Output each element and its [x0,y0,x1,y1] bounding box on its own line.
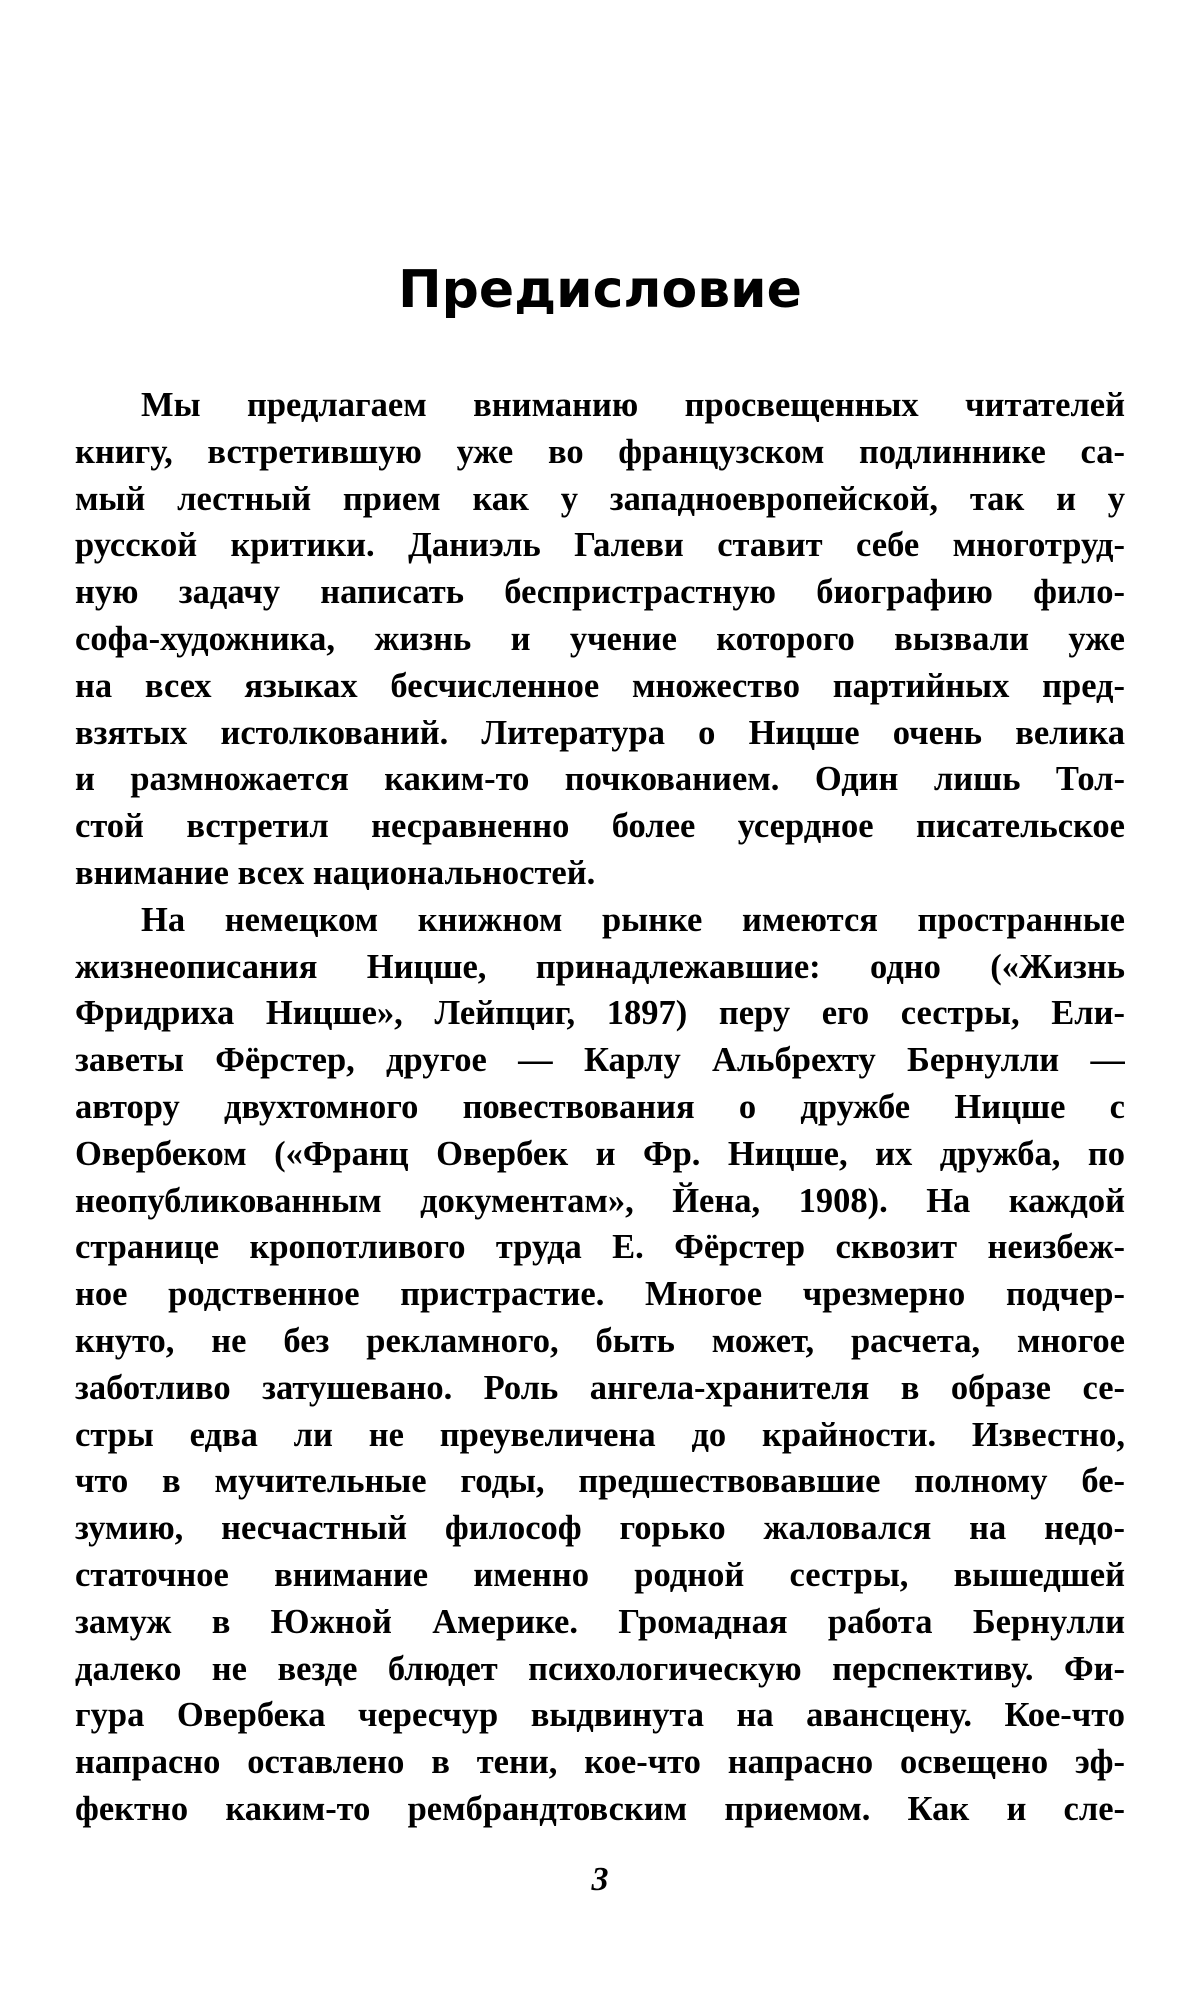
text-line: мый лестный прием как у западноевропейской, так и у [75,479,1125,518]
text-line: русской критики. Даниэль Галеви ставит себе многотруд- [75,526,1125,565]
text-line: автору двухтомного повествования о дружбе Ницше с [75,1087,1125,1126]
text-line: странице кропотливого труда Е. Фёрстер сквозит неизбеж- [75,1228,1125,1267]
text-line: заветы Фёрстер, другое — Карлу Альбрехту Бернулли — [75,1041,1125,1080]
text-line: кнуто, не без рекламного, быть может, расчета, многое [75,1321,1125,1360]
text-line: на всех языках бесчисленное множество партийных пред- [75,666,1125,705]
text-line: гура Овербека чересчур выдвинута на авансцену. Кое-что [75,1696,1125,1735]
text-line: стры едва ли не преувеличена до крайности. Известно, [75,1415,1125,1454]
text-line: напрасно оставлено в тени, кое-что напрасно освещено эф- [75,1743,1125,1782]
text-line: фектно каким-то рембрандтовским приемом. Как и сле- [75,1789,1125,1828]
text-line: и размножается каким-то почкованием. Один лишь Тол- [75,760,1125,799]
text-line: Мы предлагаем вниманию просвещенных читателей [141,386,1125,424]
text-line: замуж в Южной Америке. Громадная работа Бернулли [75,1602,1125,1641]
text-line: жизнеописания Ницше, принадлежавшие: одно («Жизнь [75,947,1125,986]
paragraph-1 [75,382,1125,897]
paragraph-2 [75,897,1125,1833]
text-line: Фридриха Ницше», Лейпциг, 1897) перу его сестры, Ели- [75,994,1125,1033]
text-line: внимание всех национальностей. [75,853,596,892]
text-line: ную задачу написать беспристрастную биографию фило- [75,573,1125,612]
text-line: заботливо затушевано. Роль ангела-хранителя в образе се- [75,1368,1125,1407]
text-line: ное родственное пристрастие. Многое чрезмерно подчер- [75,1275,1125,1314]
chapter-title: Предисловие [398,260,802,320]
text-line: статочное внимание именно родной сестры, вышедшей [75,1555,1125,1594]
text-line: взятых истолкований. Литература о Ницше очень велика [75,713,1125,752]
text-line: что в мучительные годы, предшествовавшие полному бе- [75,1462,1125,1501]
text-line: неопубликованным документам», Йена, 1908). На каждой [75,1181,1125,1220]
body-text [75,382,1125,1833]
text-line: зумию, несчастный философ горько жаловался на недо- [75,1509,1125,1548]
page-number: 3 [591,1861,609,1898]
text-line: далеко не везде блюдет психологическую перспективу. Фи- [75,1649,1125,1688]
text-line: книгу, встретившую уже во французском подлиннике са- [75,432,1125,471]
text-line: На немецком книжном рынке имеются пространные [141,900,1125,939]
text-line: стой встретил несравненно более усердное писательское [75,807,1125,846]
text-line: Овербеком («Франц Овербек и Фр. Ницше, их дружба, по [75,1134,1125,1173]
text-line: софа-художника, жизнь и учение которого вызвали уже [75,619,1125,658]
